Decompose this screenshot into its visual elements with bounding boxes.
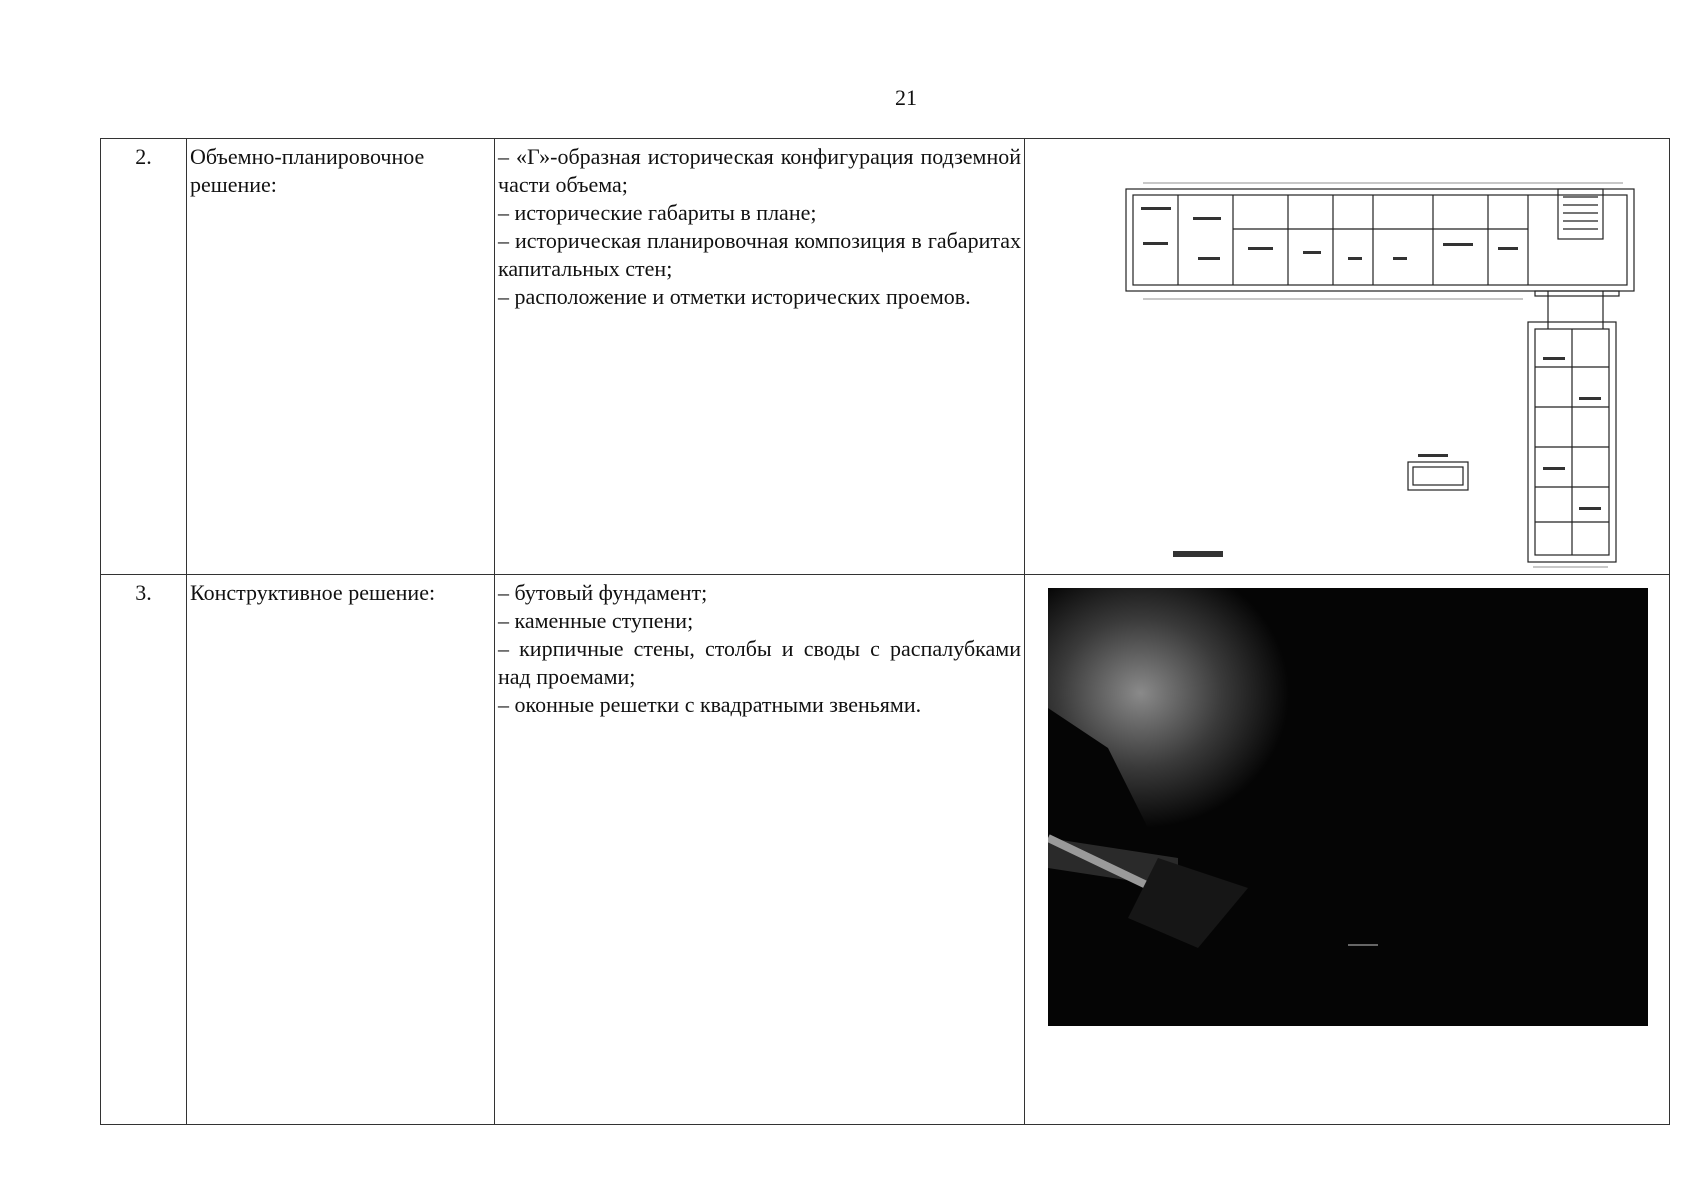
- row-number: 2.: [101, 139, 187, 575]
- list-item: – историческая планировочная композиция в габаритах капитальных стен;: [498, 228, 1021, 281]
- list-item: – «Г»-образная историческая конфигурация подземной части объема;: [498, 144, 1021, 197]
- feature-list: [495, 575, 1025, 1125]
- row-number: 3.: [101, 575, 187, 1125]
- illustration-cell: [1025, 575, 1670, 1125]
- feature-category: Объемно-планировочное решение:: [187, 139, 495, 575]
- photo-icon: [1048, 588, 1648, 1026]
- list-item: – оконные решетки с квадратными звеньями.: [498, 692, 922, 717]
- feature-category: Конструктивное решение:: [187, 575, 495, 1125]
- list-item: – бутовый фундамент;: [498, 580, 708, 605]
- table-row: [101, 139, 1670, 575]
- table-row: [101, 575, 1670, 1125]
- feature-list: [495, 139, 1025, 575]
- floor-plan-icon: [1103, 167, 1663, 584]
- protected-features-table: [100, 138, 1670, 1125]
- list-item: – кирпичные стены, столбы и своды с распалубками над проемами;: [498, 636, 1021, 689]
- list-item: – расположение и отметки исторических проемов.: [498, 284, 971, 309]
- list-item: – исторические габариты в плане;: [498, 200, 817, 225]
- list-item: – каменные ступени;: [498, 608, 694, 633]
- page-number: 21: [895, 85, 917, 110]
- illustration-cell: [1025, 139, 1670, 575]
